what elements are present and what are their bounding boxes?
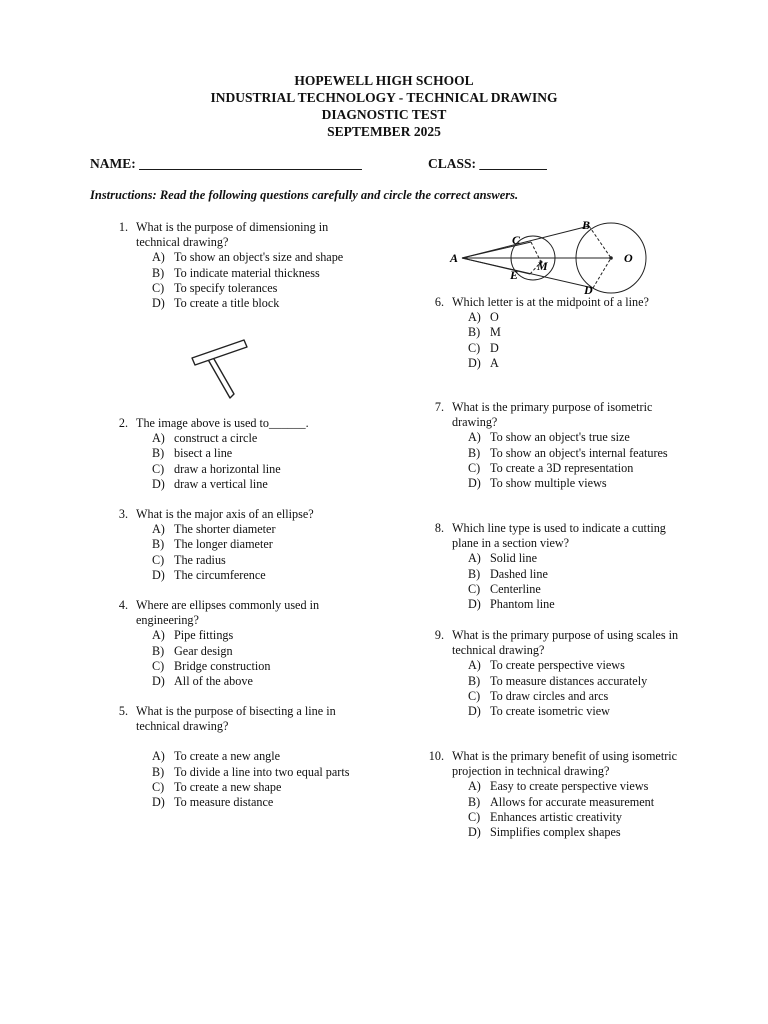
question-stem: What is the primary purpose of using scales in technical drawing? (452, 628, 679, 658)
label-a: A (450, 251, 459, 265)
answer-option[interactable] (152, 659, 366, 674)
answer-option[interactable] (468, 825, 684, 840)
option-text: To divide a line into two equal parts (174, 764, 350, 779)
option-letter: A) (152, 522, 165, 537)
question-stem: The image above is used to______. (136, 416, 309, 430)
answer-options (152, 522, 366, 583)
question-block (106, 507, 366, 583)
answer-option[interactable] (468, 310, 684, 325)
instructions: Instructions: Read the following questions carefully and circle the correct answers. (90, 188, 519, 202)
option-letter: A) (152, 431, 165, 446)
answer-option[interactable] (468, 779, 684, 794)
option-letter: A) (152, 749, 165, 764)
page-header (0, 72, 768, 140)
answer-option[interactable] (152, 765, 366, 780)
option-text: Centerline (490, 581, 541, 596)
answer-option[interactable] (468, 356, 684, 371)
option-letter: C) (468, 460, 481, 475)
subject-title: INDUSTRIAL TECHNOLOGY - TECHNICAL DRAWING (210, 90, 558, 105)
option-text: Enhances artistic creativity (490, 809, 622, 824)
question-row (422, 749, 684, 779)
question-number: 4. (118, 598, 128, 612)
option-text: A (490, 355, 499, 370)
answer-option[interactable] (152, 446, 366, 461)
option-text: To create isometric view (490, 704, 610, 719)
option-text: bisect a line (174, 446, 233, 461)
answer-options (468, 779, 684, 840)
answer-option[interactable] (468, 430, 684, 445)
answer-option[interactable] (468, 704, 684, 719)
option-letter: C) (468, 340, 481, 355)
option-letter: D) (468, 355, 481, 370)
option-letter: B) (152, 537, 165, 552)
question-row (422, 295, 684, 310)
option-text: Solid line (490, 551, 538, 566)
option-text: To create a title block (174, 296, 280, 311)
question-row (106, 416, 366, 431)
option-letter: A) (468, 430, 481, 445)
question-block (422, 521, 684, 612)
question-number: 8. (434, 521, 444, 535)
question-number: 9. (434, 628, 444, 642)
option-text: draw a vertical line (174, 476, 268, 491)
option-text: All of the above (174, 674, 253, 689)
question-block (106, 416, 366, 492)
answer-options (152, 431, 366, 492)
label-b: B (582, 218, 591, 232)
option-letter: D) (468, 825, 481, 840)
answer-options (152, 250, 366, 311)
option-text: Gear design (174, 643, 233, 658)
label-d: D (584, 283, 593, 296)
question-block (422, 400, 684, 491)
option-text: draw a horizontal line (174, 461, 281, 476)
option-letter: C) (152, 552, 165, 567)
option-text: To create perspective views (490, 658, 625, 673)
option-letter: A) (468, 658, 481, 673)
option-text: Easy to create perspective views (490, 779, 649, 794)
option-text: To draw circles and arcs (490, 688, 609, 703)
answer-option[interactable] (468, 446, 684, 461)
question-block (106, 220, 366, 311)
option-letter: D) (152, 567, 165, 582)
class-field: CLASS: __________ (428, 156, 547, 171)
answer-option[interactable] (468, 551, 684, 566)
option-text: To create a new angle (174, 749, 281, 764)
answer-option[interactable] (152, 553, 366, 568)
question-number: 5. (118, 704, 128, 718)
answer-option[interactable] (152, 462, 366, 477)
option-letter: D) (468, 476, 481, 491)
option-text: Phantom line (490, 597, 555, 612)
question-block (422, 628, 684, 719)
question-stem: What is the primary purpose of isometric drawing? (452, 400, 653, 430)
option-text: To show an object's true size (490, 430, 630, 445)
option-letter: B) (152, 764, 165, 779)
option-text: To show an object's internal features (490, 445, 668, 460)
option-text: To indicate material thickness (174, 265, 320, 280)
option-text: To show an object's size and shape (174, 250, 344, 265)
question-row (106, 598, 366, 628)
answer-options (152, 628, 366, 689)
answer-option[interactable] (152, 568, 366, 583)
answer-option[interactable] (468, 567, 684, 582)
answer-option[interactable] (468, 795, 684, 810)
answer-option[interactable] (152, 780, 366, 795)
question-stem: Where are ellipses commonly used in engineering? (136, 598, 320, 628)
option-letter: A) (152, 628, 165, 643)
answer-option[interactable] (468, 674, 684, 689)
option-letter: A) (468, 310, 481, 325)
option-letter: C) (152, 461, 165, 476)
answer-option[interactable] (152, 477, 366, 492)
answer-option[interactable] (468, 461, 684, 476)
answer-options (468, 658, 684, 719)
option-text: The shorter diameter (174, 522, 276, 537)
question-stem: What is the purpose of dimensioning in technical drawing? (136, 220, 329, 250)
question-stem: What is the purpose of bisecting a line in technical drawing? (136, 704, 336, 734)
option-text: Dashed line (490, 566, 548, 581)
option-letter: B) (468, 673, 481, 688)
option-letter: C) (468, 688, 481, 703)
option-letter: B) (152, 446, 165, 461)
option-text: D (490, 340, 499, 355)
option-letter: D) (152, 674, 165, 689)
question-block (422, 295, 684, 371)
answer-option[interactable] (152, 522, 366, 537)
answer-options (468, 310, 684, 371)
test-date: SEPTEMBER 2025 (327, 124, 441, 139)
answer-option[interactable] (468, 597, 684, 612)
option-letter: D) (152, 296, 165, 311)
answer-option[interactable] (152, 296, 366, 311)
answer-option[interactable] (468, 658, 684, 673)
option-text: To specify tolerances (174, 280, 278, 295)
answer-option[interactable] (152, 795, 366, 810)
question-row (422, 521, 684, 551)
question-row (422, 400, 684, 430)
option-letter: C) (468, 581, 481, 596)
question-row (106, 507, 366, 522)
label-e: E (510, 268, 519, 282)
answer-option[interactable] (468, 341, 684, 356)
option-text: The circumference (174, 567, 266, 582)
option-text: Pipe fittings (174, 628, 234, 643)
answer-options (152, 749, 366, 810)
answer-option[interactable] (468, 689, 684, 704)
answer-option[interactable] (468, 582, 684, 597)
question-block (106, 598, 366, 689)
question-stem: What is the primary benefit of using isometric projection in technical drawing? (452, 749, 678, 779)
option-letter: A) (152, 250, 165, 265)
option-letter: C) (152, 779, 165, 794)
option-letter: B) (468, 325, 481, 340)
school-name: HOPEWELL HIGH SCHOOL (294, 73, 474, 88)
option-text: O (490, 310, 499, 325)
option-text: To create a 3D representation (490, 460, 634, 475)
option-letter: A) (468, 779, 481, 794)
answer-option[interactable] (152, 537, 366, 552)
question-number: 10. (428, 749, 444, 763)
option-text: Simplifies complex shapes (490, 825, 621, 840)
question-stem: Which letter is at the midpoint of a line? (452, 295, 649, 309)
option-letter: B) (152, 643, 165, 658)
answer-option[interactable] (468, 476, 684, 491)
label-o: O (624, 251, 633, 265)
answer-option[interactable] (152, 674, 366, 689)
test-title: DIAGNOSTIC TEST (321, 107, 447, 122)
option-letter: C) (468, 809, 481, 824)
option-text: To create a new shape (174, 779, 282, 794)
option-text: construct a circle (174, 431, 258, 446)
answer-options (468, 551, 684, 612)
answer-option[interactable] (152, 749, 366, 764)
option-letter: D) (152, 476, 165, 491)
answer-option[interactable] (468, 325, 684, 340)
question-block (422, 749, 684, 840)
question-number: 6. (434, 295, 444, 309)
answer-option[interactable] (152, 266, 366, 281)
question-block (106, 704, 366, 810)
question-stem: What is the major axis of an ellipse? (136, 507, 314, 521)
question-number: 7. (434, 400, 444, 414)
question-number: 1. (118, 220, 128, 234)
option-text: Bridge construction (174, 658, 271, 673)
option-letter: C) (152, 280, 165, 295)
t-square-illustration (190, 338, 252, 414)
option-text: Allows for accurate measurement (490, 794, 655, 809)
option-text: M (490, 325, 501, 340)
answer-option[interactable] (152, 644, 366, 659)
answer-option[interactable] (152, 431, 366, 446)
answer-options (468, 430, 684, 491)
name-field: NAME: _________________________________ (90, 156, 362, 171)
option-letter: B) (468, 794, 481, 809)
option-text: To measure distance (174, 795, 274, 810)
answer-option[interactable] (152, 281, 366, 296)
option-text: To measure distances accurately (490, 673, 648, 688)
answer-option[interactable] (152, 628, 366, 643)
question-number: 2. (118, 416, 128, 430)
question-row (106, 704, 366, 734)
answer-option[interactable] (468, 810, 684, 825)
option-letter: D) (152, 795, 165, 810)
option-letter: B) (468, 445, 481, 460)
option-letter: C) (152, 658, 165, 673)
option-letter: A) (468, 551, 481, 566)
geometry-construction-diagram (446, 218, 676, 296)
question-stem: Which line type is used to indicate a cutting plane in a section view? (452, 521, 666, 551)
option-text: To show multiple views (490, 476, 607, 491)
label-m: M (537, 259, 548, 273)
question-number: 3. (118, 507, 128, 521)
option-letter: B) (468, 566, 481, 581)
answer-option[interactable] (152, 250, 366, 265)
option-letter: B) (152, 265, 165, 280)
question-row (106, 220, 366, 250)
option-text: The longer diameter (174, 537, 273, 552)
option-letter: D) (468, 597, 481, 612)
option-letter: D) (468, 704, 481, 719)
option-text: The radius (174, 552, 226, 567)
question-row (422, 628, 684, 658)
label-c: C (512, 233, 521, 247)
